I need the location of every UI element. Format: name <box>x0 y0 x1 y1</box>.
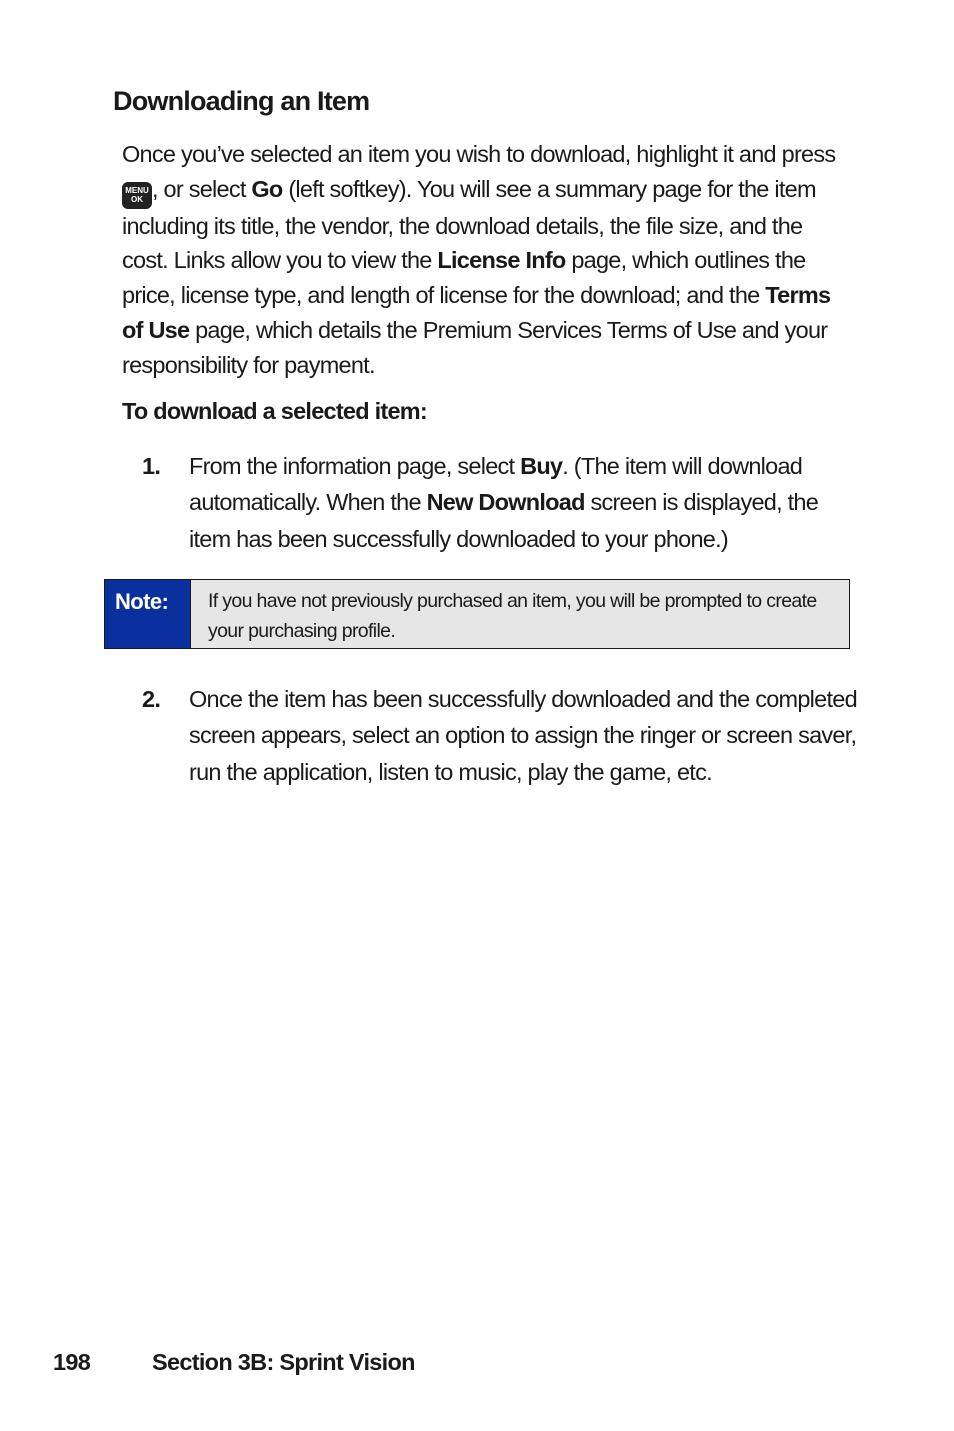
step-text <box>189 448 861 557</box>
intro-text-4: page, which outlines the price, license type, and length of license for the download; and the <box>122 247 806 309</box>
page-number: 198 <box>53 1349 91 1375</box>
intro-text-2: , or select <box>152 175 252 202</box>
note-box <box>104 579 850 649</box>
terms-of-use-term: Terms of Use <box>122 282 831 343</box>
menu-key-label: MENU <box>125 185 149 195</box>
step-1-text-3: screen is displayed, the item has been successfully downloaded to your phone.) <box>189 489 819 552</box>
step-text: Once the item has been successfully downloaded and the completed screen appears, select an option to assign the ringer or screen saver, run the application, listen to music, play the game, etc. <box>189 686 857 785</box>
step-number: 2. <box>142 686 161 712</box>
intro-paragraph <box>122 137 842 382</box>
ok-key-label: OK <box>131 194 143 204</box>
step-number: 1. <box>142 453 161 479</box>
procedure-heading: To download a selected item: <box>122 398 428 424</box>
intro-text-5: page, which details the Premium Services Terms of Use and your responsibility for payment. <box>122 316 828 378</box>
menu-ok-key-icon <box>122 182 152 209</box>
step-1-text-2: . (The item will download automatically. When the <box>189 453 803 516</box>
buy-term: Buy <box>520 453 563 479</box>
license-info-term: License Info <box>437 247 566 274</box>
step-1-text-1: From the information page, select <box>189 453 521 479</box>
go-term: Go <box>251 175 283 202</box>
intro-text-3: (left softkey). You will see a summary page for the item including its title, the vendor, the download details, the file size, and the cost. Links allow you to view the <box>122 175 816 274</box>
intro-text-1: Once you’ve selected an item you wish to download, highlight it and press <box>122 141 836 167</box>
section-heading: Downloading an Item <box>113 86 370 116</box>
note-text: If you have not previously purchased an item, you will be prompted to create your purchasing profile. <box>208 590 817 642</box>
new-download-term: New Download <box>426 489 585 516</box>
section-title: Section 3B: Sprint Vision <box>152 1349 415 1375</box>
note-label: Note: <box>105 580 191 648</box>
